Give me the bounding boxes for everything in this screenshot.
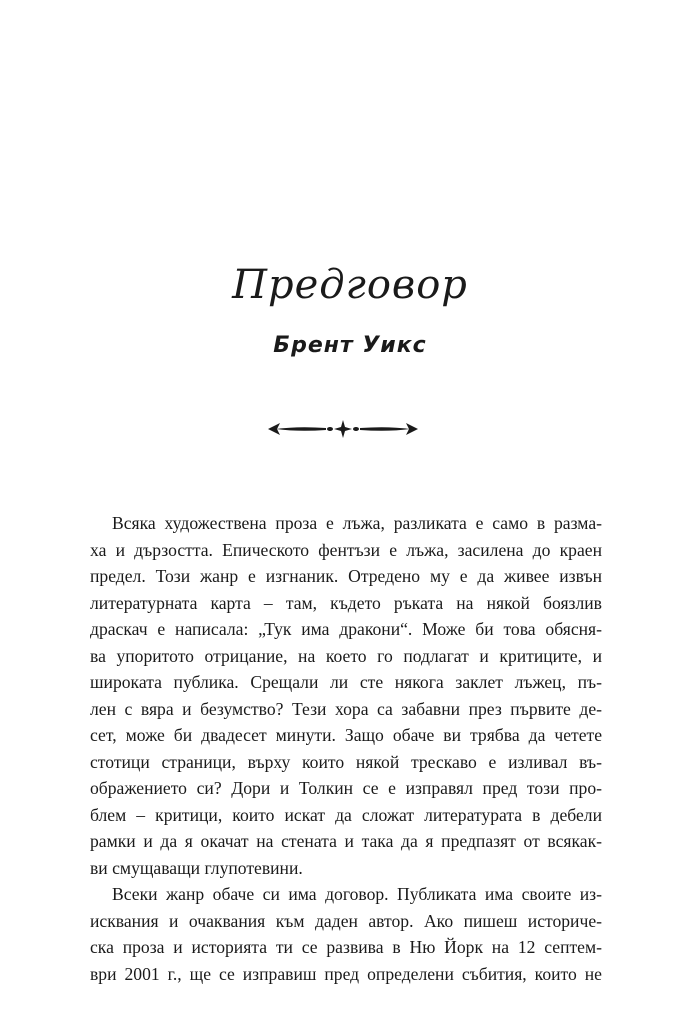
text-line: Всеки жанр обаче си има договор. Публиката има своите из- — [112, 884, 602, 904]
text-line: ври 2001 г., ще се изправиш пред определени събития, които не — [90, 963, 602, 984]
text-line: рамки и да я окачат на стената и така да я предпазят от всякак- — [90, 831, 602, 851]
body-text — [90, 510, 602, 987]
text-line: ха и дързостта. Епическото фентъзи е лъжа, засилена до краен — [90, 539, 602, 560]
text-line: блем – критици, които искат да сложат литературата в дебели — [90, 804, 602, 825]
text-line: лен с вяра и безумство? Тези хора са забавни през първите де- — [90, 698, 602, 719]
chapter-title: Предговор — [232, 262, 468, 308]
chapter-author: Брент Уикс — [273, 333, 427, 358]
decorative-divider-icon — [268, 418, 418, 440]
text-line: ви смущаващи глупотевини. — [90, 857, 303, 878]
text-line: широката публика. Срещали ли сте някога заклет лъжец, пъ- — [90, 672, 602, 692]
text-line: сет, може би двадесет минути. Защо обаче ви трябва да четете — [90, 725, 602, 745]
text-line: предел. Този жанр е изгнаник. Отредено му е да живее извън — [90, 566, 602, 586]
text-line: стотици страници, върху които някой трескаво е изливал въ- — [90, 751, 602, 772]
text-line: литературната карта – там, където ръката на някой боязлив — [90, 592, 602, 613]
text-line: ображението си? Дори и Толкин се е изправял пред този про- — [90, 778, 602, 798]
text-line: ска проза и историята ти се развива в Ню Йорк на 12 септем- — [90, 937, 602, 957]
text-line: Всяка художествена проза е лъжа, разликата е само в разма- — [112, 513, 602, 533]
text-line: исквания и очаквания към даден автор. Ако пишеш историче- — [90, 910, 602, 931]
text-line: драскач е написала: „Тук има дракони“. Може би това обясня- — [90, 619, 602, 639]
text-line: ва упоритото отрицание, на което го подлагат и критиците, и — [90, 645, 602, 666]
